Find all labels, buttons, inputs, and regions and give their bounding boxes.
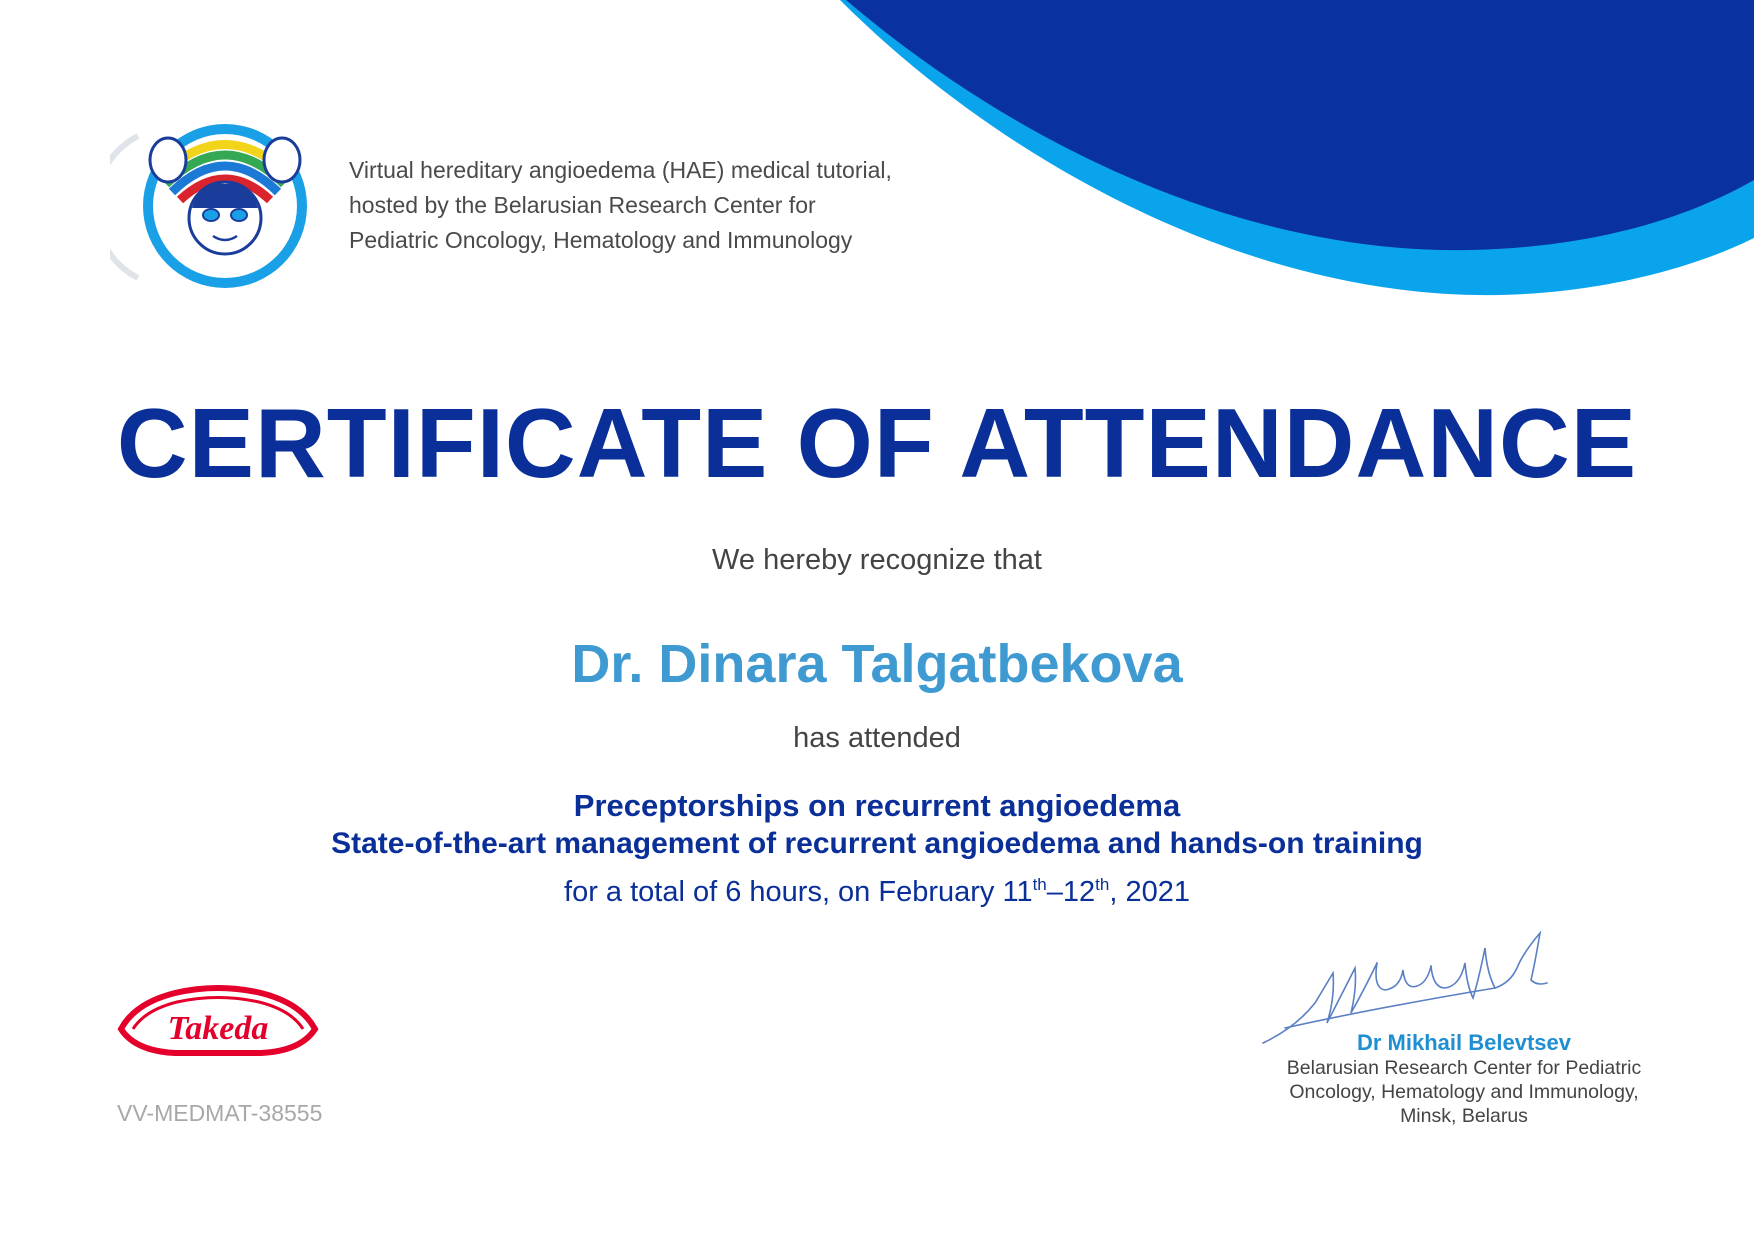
signer-affiliation — [1214, 1056, 1714, 1128]
recipient-name: Dr. Dinara Talgatbekova — [571, 634, 1183, 694]
signer-affiliation-line: Oncology, Hematology and Immunology, — [1289, 1081, 1639, 1103]
organization-description — [349, 153, 909, 258]
duration-suffix: , 2021 — [1109, 876, 1190, 908]
org-text-line: Pediatric Oncology, Hematology and Immunology — [349, 227, 853, 253]
duration-ordinal-end: th — [1095, 875, 1110, 894]
duration-prefix: for a total of 6 hours, on February 11 — [564, 876, 1033, 908]
signer-affiliation-line: Belarusian Research Center for Pediatric — [1286, 1057, 1642, 1079]
document-code: VV-MEDMAT-38555 — [117, 1100, 323, 1126]
attended-text: has attended — [793, 722, 961, 754]
duration-ordinal-start: th — [1032, 875, 1047, 894]
course-title: Preceptorships on recurrent angioedema — [573, 788, 1181, 823]
takeda-logo — [115, 985, 321, 1057]
certificate-title: CERTIFICATE OF ATTENDANCE — [116, 388, 1638, 498]
signer-affiliation-line: Minsk, Belarus — [1400, 1105, 1528, 1127]
duration-middle: –12 — [1046, 876, 1096, 908]
takeda-logo-text: Takeda — [167, 1010, 269, 1047]
signer-name: Dr Mikhail Belevtsev — [1357, 1030, 1571, 1055]
course-subtitle: State-of-the-art management of recurrent angioedema and hands-on training — [331, 827, 1423, 860]
recognize-text: We hereby recognize that — [712, 544, 1042, 576]
org-text-line: Virtual hereditary angioedema (HAE) medical tutorial, — [349, 157, 892, 183]
org-text-line: hosted by the Belarusian Research Center for — [349, 192, 816, 218]
child-face-rainbow-logo — [110, 118, 310, 293]
course-duration — [0, 872, 1754, 912]
